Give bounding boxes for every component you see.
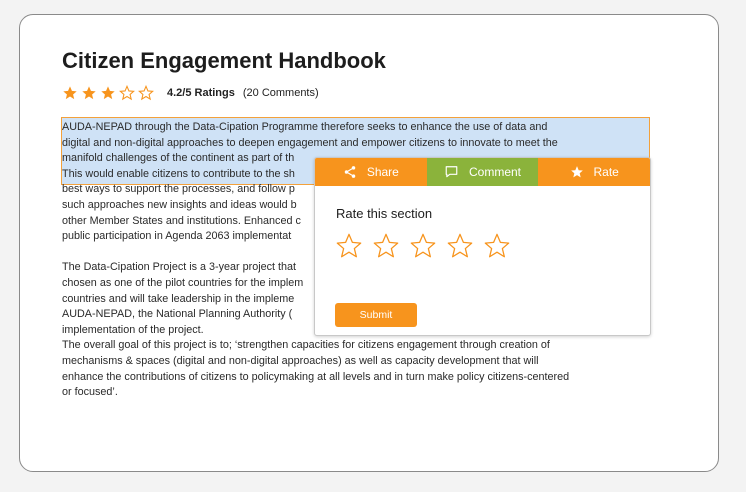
- rate-star-5-icon[interactable]: [483, 232, 511, 260]
- body-line: mechanisms & spaces (digital and non-digital approaches) as well as capacity development that will: [62, 354, 539, 367]
- body-line: countries and will take leadership in the impleme: [62, 292, 295, 305]
- rate-star-4-icon[interactable]: [446, 232, 474, 260]
- rate-star-2-icon[interactable]: [372, 232, 400, 260]
- body-line: such approaches new insights and ideas would b: [62, 198, 297, 211]
- tab-share[interactable]: [315, 158, 427, 186]
- body-line: AUDA-NEPAD, the National Planning Authority (: [62, 308, 293, 321]
- share-icon: [343, 165, 357, 179]
- comment-icon: [444, 165, 459, 179]
- tab-rate-label: Rate: [593, 165, 619, 179]
- body-line: other Member States and institutions. Enhanced c: [62, 214, 301, 227]
- rate-star-3-icon[interactable]: [409, 232, 437, 260]
- popup-tab-bar: [315, 158, 650, 186]
- tab-comment[interactable]: [427, 158, 539, 186]
- body-line: or focused’.: [62, 386, 118, 399]
- page-title: Citizen Engagement Handbook: [62, 48, 386, 73]
- body-line: implementation of the project.: [62, 323, 204, 336]
- tab-comment-label: Comment: [469, 165, 522, 179]
- body-line: The overall goal of this project is to; ‘strengthen capacities for citizens engagement through creation of: [62, 339, 550, 352]
- rate-star-selector: [335, 232, 520, 260]
- star-filled-icon: [81, 85, 97, 101]
- star-filled-icon: [100, 85, 116, 101]
- body-line: digital and non-digital approaches to deepen engagement and empower citizens to innovate to meet the: [62, 136, 558, 149]
- body-line: The Data-Cipation Project is a 3-year project that: [62, 261, 297, 274]
- ratings-text: 4.2/5 Ratings: [167, 87, 235, 99]
- submit-button[interactable]: Submit: [335, 303, 417, 327]
- rating-summary: [62, 84, 319, 102]
- body-line: This would enable citizens to contribute to the sh: [62, 167, 295, 180]
- body-line: chosen as one of the pilot countries for the implem: [62, 276, 304, 289]
- body-line: AUDA-NEPAD through the Data-Cipation Programme therefore seeks to enhance the use of data and: [62, 121, 548, 133]
- tab-rate[interactable]: [538, 158, 650, 186]
- star-outline-icon: [119, 85, 135, 101]
- selection-action-popup: [314, 157, 651, 336]
- body-line: best ways to support the processes, and follow p: [62, 183, 295, 196]
- rate-star-1-icon[interactable]: [335, 232, 363, 260]
- comments-count: (20 Comments): [242, 87, 319, 99]
- body-line: enhance the contributions of citizens to policymaking at all levels and in turn make policy citizens-centered: [62, 370, 570, 383]
- tab-share-label: Share: [366, 165, 399, 179]
- body-line: manifold challenges of the continent as part of th: [62, 152, 295, 165]
- body-line: public participation in Agenda 2063 implementat: [62, 230, 292, 243]
- star-filled-icon: [62, 85, 78, 101]
- star-outline-icon: [138, 85, 154, 101]
- rate-section-heading: Rate this section: [336, 206, 433, 221]
- star-icon: [570, 165, 584, 179]
